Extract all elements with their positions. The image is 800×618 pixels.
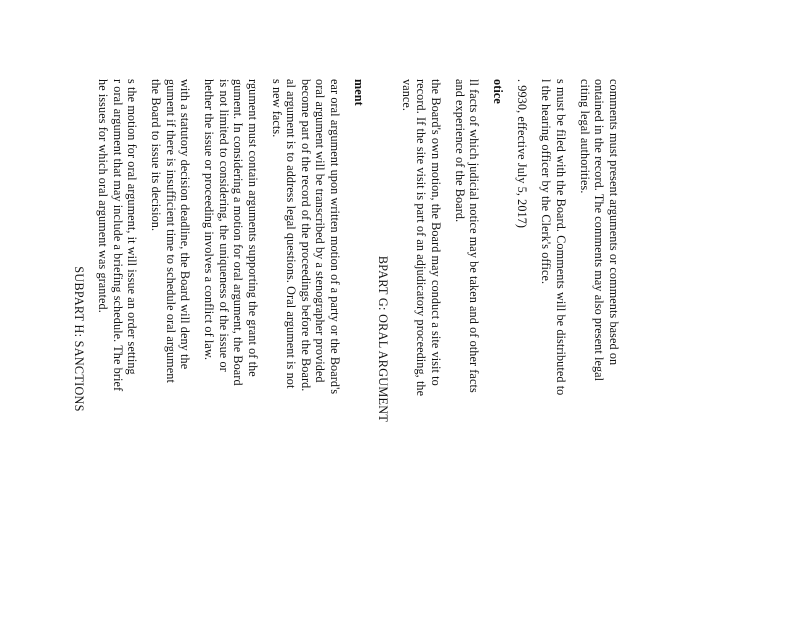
subpart-g-heading: BPART G: ORAL ARGUMENT — [376, 255, 390, 423]
paragraph-official-notice — [453, 79, 482, 599]
text-line: gument. In considering a motion for oral argument, the Board — [231, 79, 246, 386]
text-line: al argument is to address legal questions. Oral argument is not — [284, 79, 299, 389]
paragraph-site-visit — [400, 79, 444, 599]
text-line: s the motion for oral argument, it will issue an order setting — [125, 79, 140, 375]
text-line: ontained in the record. The comments may also present legal — [592, 79, 607, 382]
text-line: s new facts. — [270, 79, 284, 138]
paragraph-motion-contents — [202, 79, 260, 599]
section-heading-official-notice: otice — [491, 79, 506, 104]
document-page — [0, 79, 659, 618]
text-line: he issues for which oral argument was granted. — [96, 79, 111, 313]
text-line: citing legal authorities. — [578, 79, 592, 194]
paragraph-decision-deadline — [149, 79, 193, 599]
document-text — [72, 79, 621, 599]
text-line: s must be filed with the Board. Comments will be distributed to — [554, 79, 568, 396]
text-line: ll facts of which judicial notice may be taken and of other facts — [467, 79, 482, 393]
paragraph-comments-filing — [539, 79, 568, 599]
text-line: the Board to issue its decision. — [149, 79, 164, 232]
section-heading-oral-argument: ment — [352, 79, 366, 106]
text-line: r oral argument that may include a briefing schedule. The brief — [111, 79, 125, 392]
paragraph-comments-content — [578, 79, 622, 599]
text-line: vance. — [400, 79, 414, 112]
paragraph-grant-order — [96, 79, 140, 599]
text-line: ear oral argument upon written motion of a party or the Board's — [328, 79, 342, 395]
subpart-h-heading: SUBPART H: SANCTIONS — [72, 266, 87, 412]
text-line: l the hearing officer by the Clerk's office. — [539, 79, 554, 285]
paragraph-oral-argument — [270, 79, 343, 599]
text-line: become part of the record of the proceedings before the Board. — [299, 79, 313, 392]
text-line: oral argument will be transcribed by a stenographer provided — [313, 79, 328, 383]
source-note: . 9930, effective July 5, 2017) — [515, 79, 530, 229]
text-line: comments must present arguments or comments based on — [607, 79, 621, 366]
text-line: the Board's own motion, the Board may conduct a site visit to — [429, 79, 443, 386]
text-line: gument if there is insufficient time to schedule oral argument — [164, 79, 178, 383]
text-line: is not limited to considering, the uniqueness of the issue or — [217, 79, 231, 372]
text-line: record. If the site visit is part of an adjudicatory proceeding, the — [414, 79, 429, 397]
text-line: and experience of the Board. — [453, 79, 467, 223]
text-line: rgument must contain arguments supporting the grant of the — [246, 79, 260, 377]
text-line: hether the issue or proceeding involves a conflict of law. — [202, 79, 217, 361]
text-line: with a statutory decision deadline, the Board will deny the — [178, 79, 193, 370]
